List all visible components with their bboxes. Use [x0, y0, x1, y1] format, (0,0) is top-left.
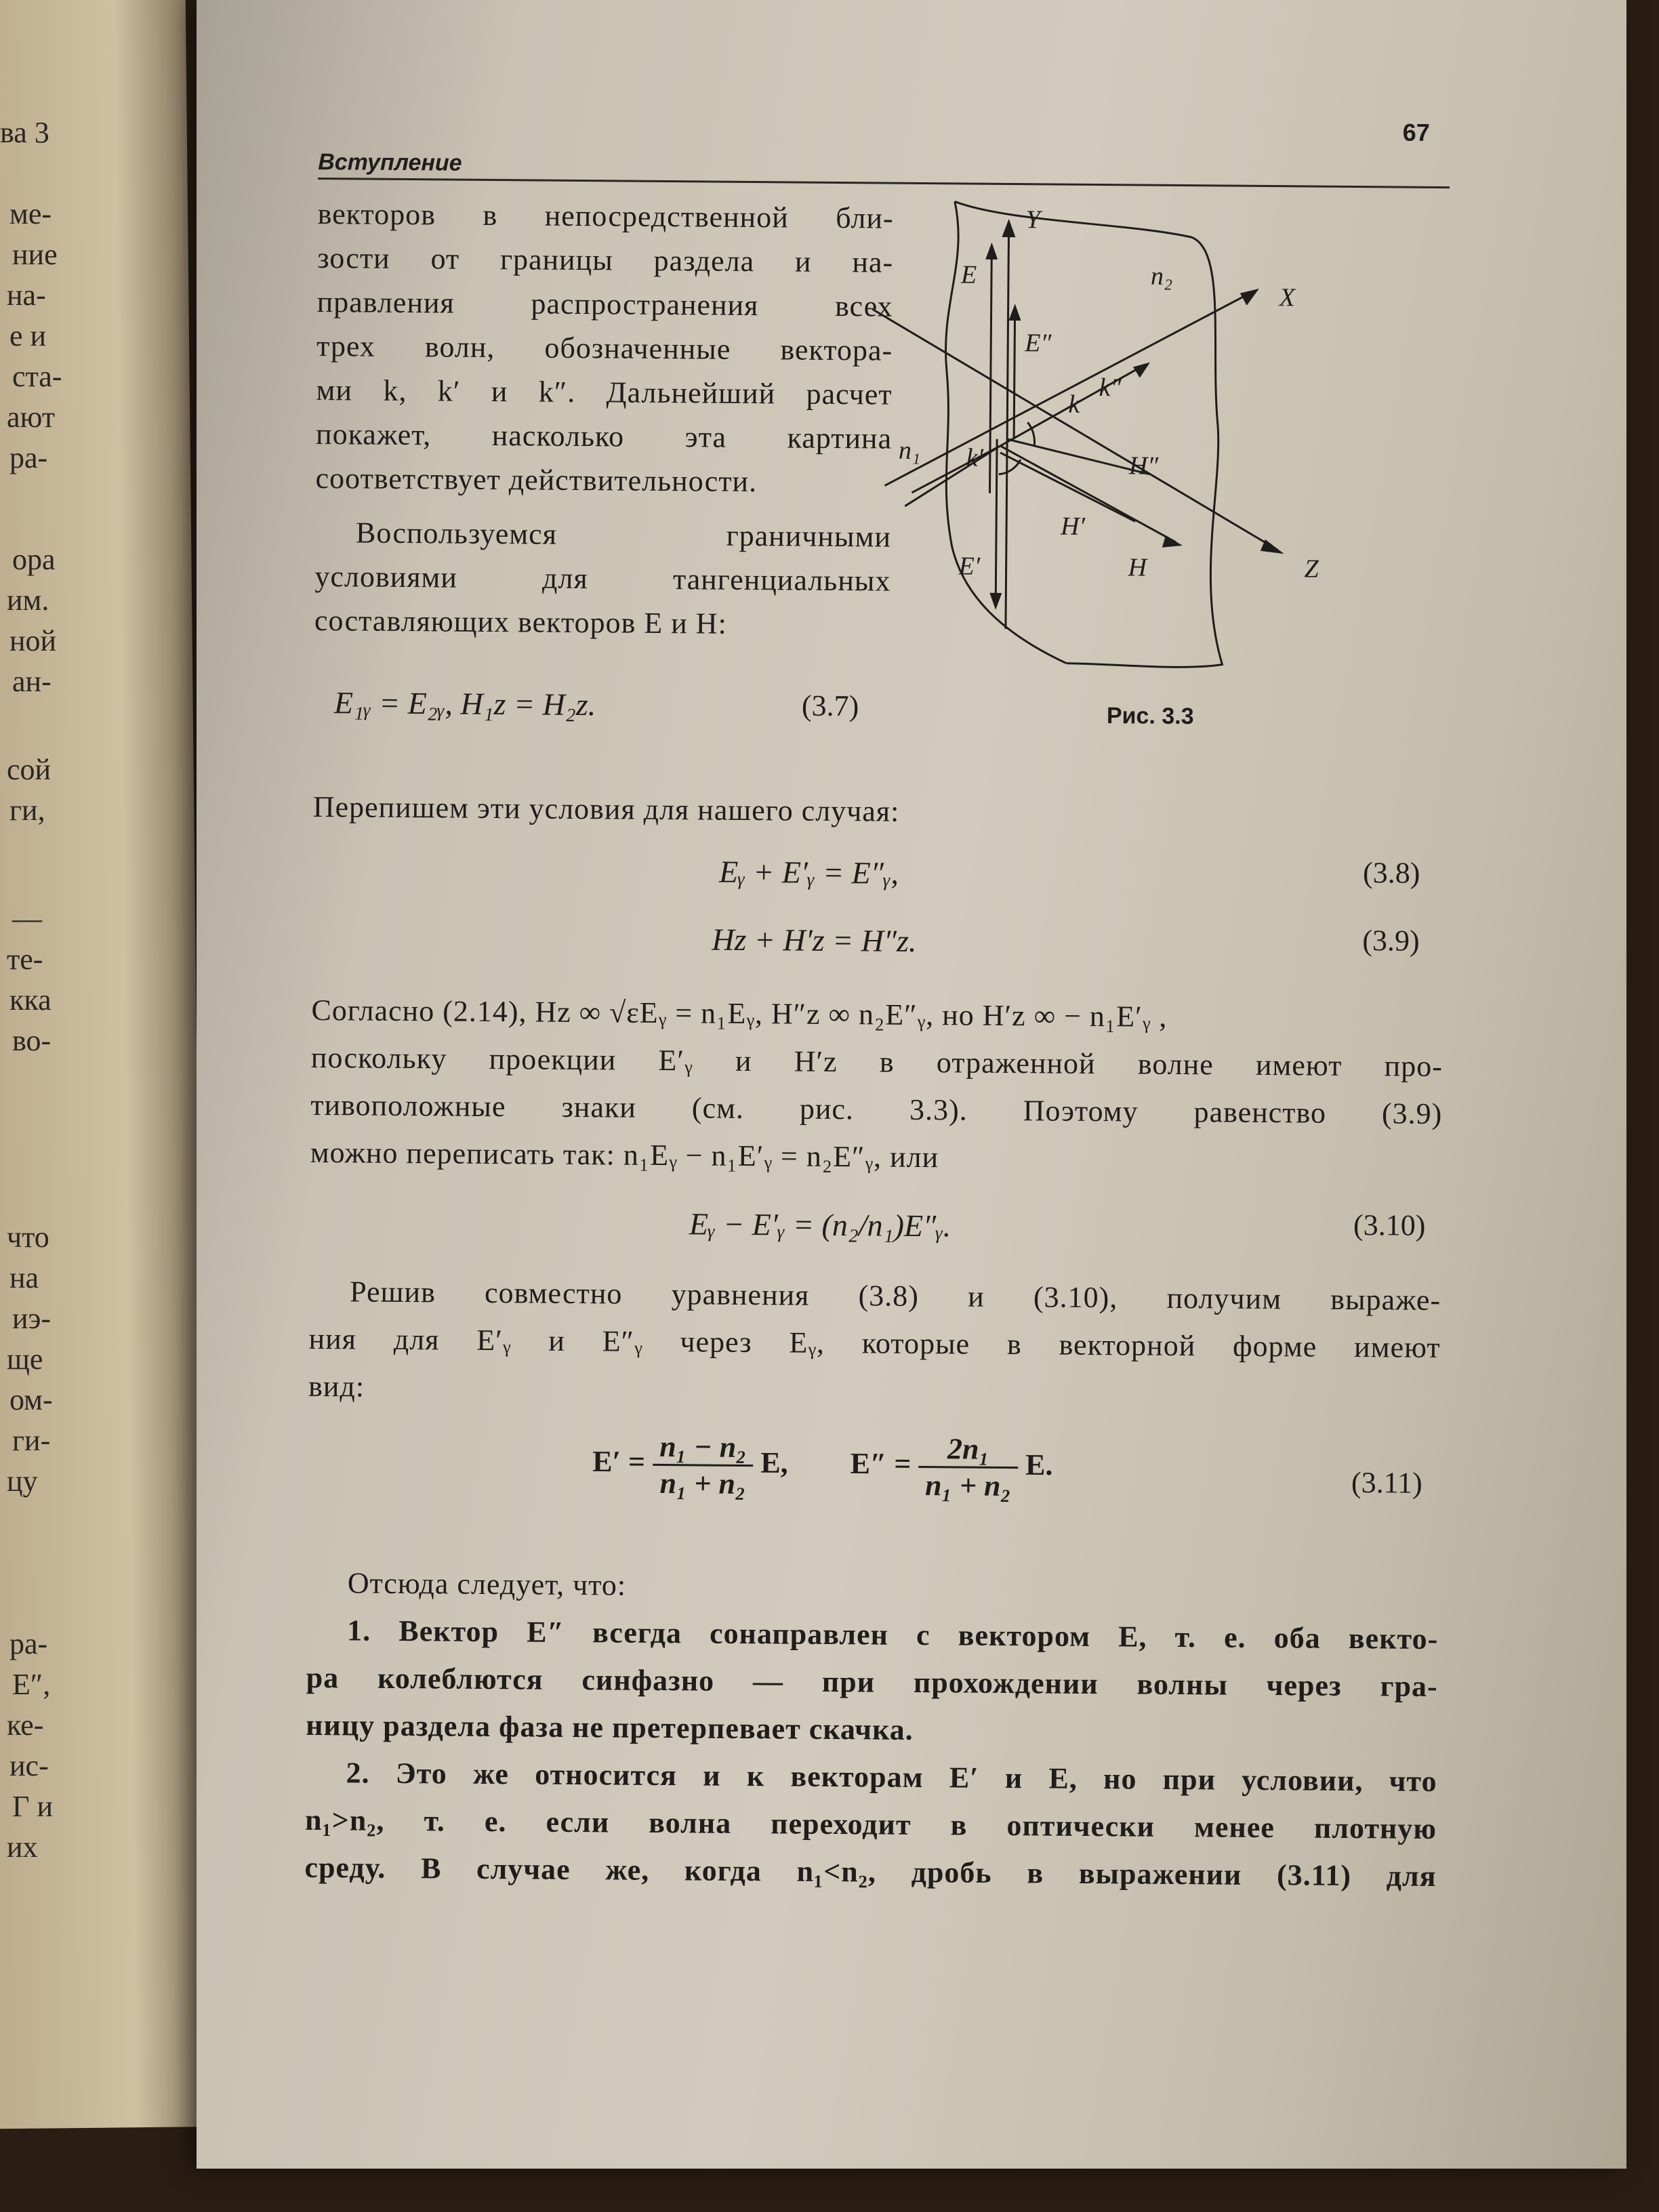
eq311-lhs2: E″ =: [850, 1446, 912, 1481]
para1-line-7: соответствует действительности.: [315, 461, 758, 499]
x-axis: [885, 289, 1252, 489]
equation-3-7-number: (3.7): [801, 689, 859, 723]
left-page-fragment: ги,: [9, 794, 45, 827]
equation-3-7: E₁ᵧ = E₂ᵧ, H₁z = H₂z.: [333, 685, 596, 722]
left-page-fragment: что: [7, 1221, 49, 1254]
label-n2: n₂: [1150, 262, 1173, 291]
para5-line-7: среду. В случае же, когда n₁<n₂, дробь в выражении (3.11) для: [304, 1850, 1437, 1893]
equation-3-8: Eᵧ + E′ᵧ = E″ᵧ,: [718, 854, 899, 890]
para5-line-2: 1. Вектор E″ всегда сонаправлен с вектором E, т. е. оба векто-: [347, 1614, 1439, 1656]
equation-3-10: Eᵧ − E′ᵧ = (n₂/n₁)E″ᵧ.: [689, 1206, 951, 1244]
left-page-fragment: во-: [12, 1024, 52, 1057]
left-page-fragment: ают: [7, 401, 56, 434]
equation-3-9: Hz + H′z = H″z.: [712, 922, 917, 958]
para1-line-5: ми k, k′ и k″. Дальнейший расчет: [316, 373, 893, 411]
para1-line-4: трех волн, обозначенные вектора-: [316, 329, 893, 367]
label-z: Z: [1304, 554, 1319, 583]
left-page-fragment: кка: [9, 983, 52, 1017]
para5-line-6: n₁>n₂, т. е. если волна переходит в оптически менее плотную: [304, 1803, 1437, 1846]
para5-line-4: ницу раздела фаза не претерпевает скачка.: [305, 1708, 914, 1746]
left-page-fragment: иэ-: [12, 1302, 52, 1335]
left-page-fragment: на: [9, 1261, 39, 1294]
figure-3-3: [898, 194, 1443, 687]
left-page-fragment: их: [7, 1830, 38, 1864]
eq311-den2: n₁ + n₂: [924, 1469, 1012, 1503]
para3-line-2: поскольку проекции E′ᵧ и H′z в отраженной волне имеют про-: [310, 1040, 1443, 1084]
left-page-fragment: ще: [7, 1343, 43, 1376]
left-page-fragment: ора: [12, 543, 56, 576]
running-header: Вступление: [318, 148, 462, 176]
para2-line-3: составляющих векторов E и H:: [314, 603, 728, 640]
label-y: Y: [1025, 205, 1040, 234]
left-page-fragment: ной: [9, 624, 57, 657]
label-e: E: [960, 260, 977, 289]
para5-line-5: 2. Это же относится и к векторам E′ и E, но при условии, что: [346, 1756, 1437, 1799]
left-page-fragment: им.: [7, 583, 49, 617]
para4-line-3: вид:: [308, 1369, 365, 1404]
para4-line-1: Решив совместно уравнения (3.8) и (3.10), получим выраже-: [350, 1275, 1441, 1317]
y-axis: [1006, 229, 1009, 629]
left-page-fragment: ние: [12, 238, 58, 271]
eq311-den1: n₁ + n₂: [659, 1467, 746, 1501]
para3-line-1: Согласно (2.14), Hz ∞ √εEᵧ = n₁Eᵧ, H″z ∞ n₂E″ᵧ, но H′z ∞ − n₁E′ᵧ ,: [311, 993, 1168, 1033]
label-k1: k′: [966, 443, 984, 472]
left-page-fragment: цу: [7, 1465, 38, 1498]
para5-line-3: ра колеблются синфазно — при прохождении волны через гра-: [306, 1660, 1438, 1704]
label-k2: k″: [1099, 373, 1122, 403]
left-page-fragment: сой: [7, 753, 52, 786]
left-page-fragment: ра-: [9, 1627, 48, 1660]
left-page-fragment: ме-: [9, 197, 52, 230]
left-page-fragment: Г и: [12, 1790, 53, 1823]
equation-3-10-number: (3.10): [1353, 1208, 1426, 1242]
left-page-fragment: ва 3: [0, 116, 49, 149]
para2-line-2: условиями для тангенциальных: [314, 559, 891, 598]
left-page-fragment: Е″,: [12, 1668, 51, 1701]
label-e1: E′: [958, 552, 981, 581]
left-page-fragment: ста-: [12, 360, 62, 393]
left-page-fragment: е и: [9, 319, 47, 352]
left-page-fragment: те-: [7, 943, 43, 976]
para5-line-1: Отсюда следует, что:: [347, 1566, 627, 1602]
label-n1: n₁: [898, 436, 921, 465]
eq311-num2: 2n₁: [918, 1431, 1018, 1469]
book-page: [197, 0, 1626, 2169]
vector-e2: [1014, 310, 1015, 439]
equation-3-8-number: (3.8): [1362, 856, 1420, 890]
eq311-frac1: [653, 1429, 754, 1501]
left-page-fragment: ис-: [9, 1749, 49, 1782]
figure-caption: Рис. 3.3: [1106, 703, 1194, 730]
left-page-fragment: —: [12, 902, 42, 935]
label-x: X: [1279, 283, 1296, 312]
para4-line-2: ния для E′ᵧ и E″ᵧ через Eᵧ, которые в векторной форме имеют: [308, 1322, 1441, 1365]
equation-3-11-number: (3.11): [1351, 1466, 1422, 1500]
equation-3-9-number: (3.9): [1362, 924, 1420, 958]
eq311-tail1: E,: [760, 1446, 788, 1480]
left-page-fragment: на-: [7, 279, 46, 312]
left-page-fragment: ра-: [9, 441, 48, 474]
vector-e: [989, 249, 991, 493]
para1-line-1: векторов в непосредственной бли-: [317, 197, 894, 235]
eq311-tail2: E.: [1025, 1448, 1053, 1482]
vector-h1: [1000, 453, 1136, 522]
label-h: H: [1128, 553, 1147, 582]
left-page-fragment: ги-: [12, 1424, 51, 1457]
label-h1: H′: [1060, 512, 1086, 541]
eq311-num1: n₁ − n₂: [653, 1429, 754, 1467]
para1-line-2: зости от границы раздела и на-: [316, 241, 894, 279]
left-page-fragment: ом-: [9, 1383, 53, 1416]
para2-line-1: Воспользуемся граничными: [355, 516, 892, 554]
label-k: k: [1068, 390, 1080, 419]
left-page-fragment: ке-: [7, 1708, 44, 1742]
para3-line-3: тивоположные знаки (см. рис. 3.3). Поэтому равенство (3.9): [310, 1088, 1443, 1131]
left-page-fragment: ан-: [12, 665, 52, 698]
vector-e1: [996, 439, 997, 602]
angle-arc: [1027, 422, 1035, 446]
rewrite-line: Перепишем эти условия для нашего случая:: [312, 790, 900, 828]
vector-h2: [1007, 439, 1149, 474]
label-e2: E″: [1025, 329, 1052, 358]
eq311-lhs1: E′ =: [592, 1444, 646, 1479]
eq311-frac2: [918, 1431, 1019, 1503]
page-number: 67: [1402, 118, 1430, 146]
equation-3-11: [592, 1429, 1053, 1503]
para3-line-4: можно переписать так: n₁Eᵧ − n₁E′ᵧ = n₂E″ᵧ, или: [310, 1135, 939, 1174]
vector-k1: [912, 445, 1000, 493]
page-content: [304, 102, 1464, 2008]
para1-line-6: покажет, насколько эта картина: [315, 417, 893, 455]
para1-line-3: правления распространения всех: [316, 285, 893, 323]
header-rule: [318, 178, 1450, 188]
label-h2: H″: [1128, 451, 1159, 480]
